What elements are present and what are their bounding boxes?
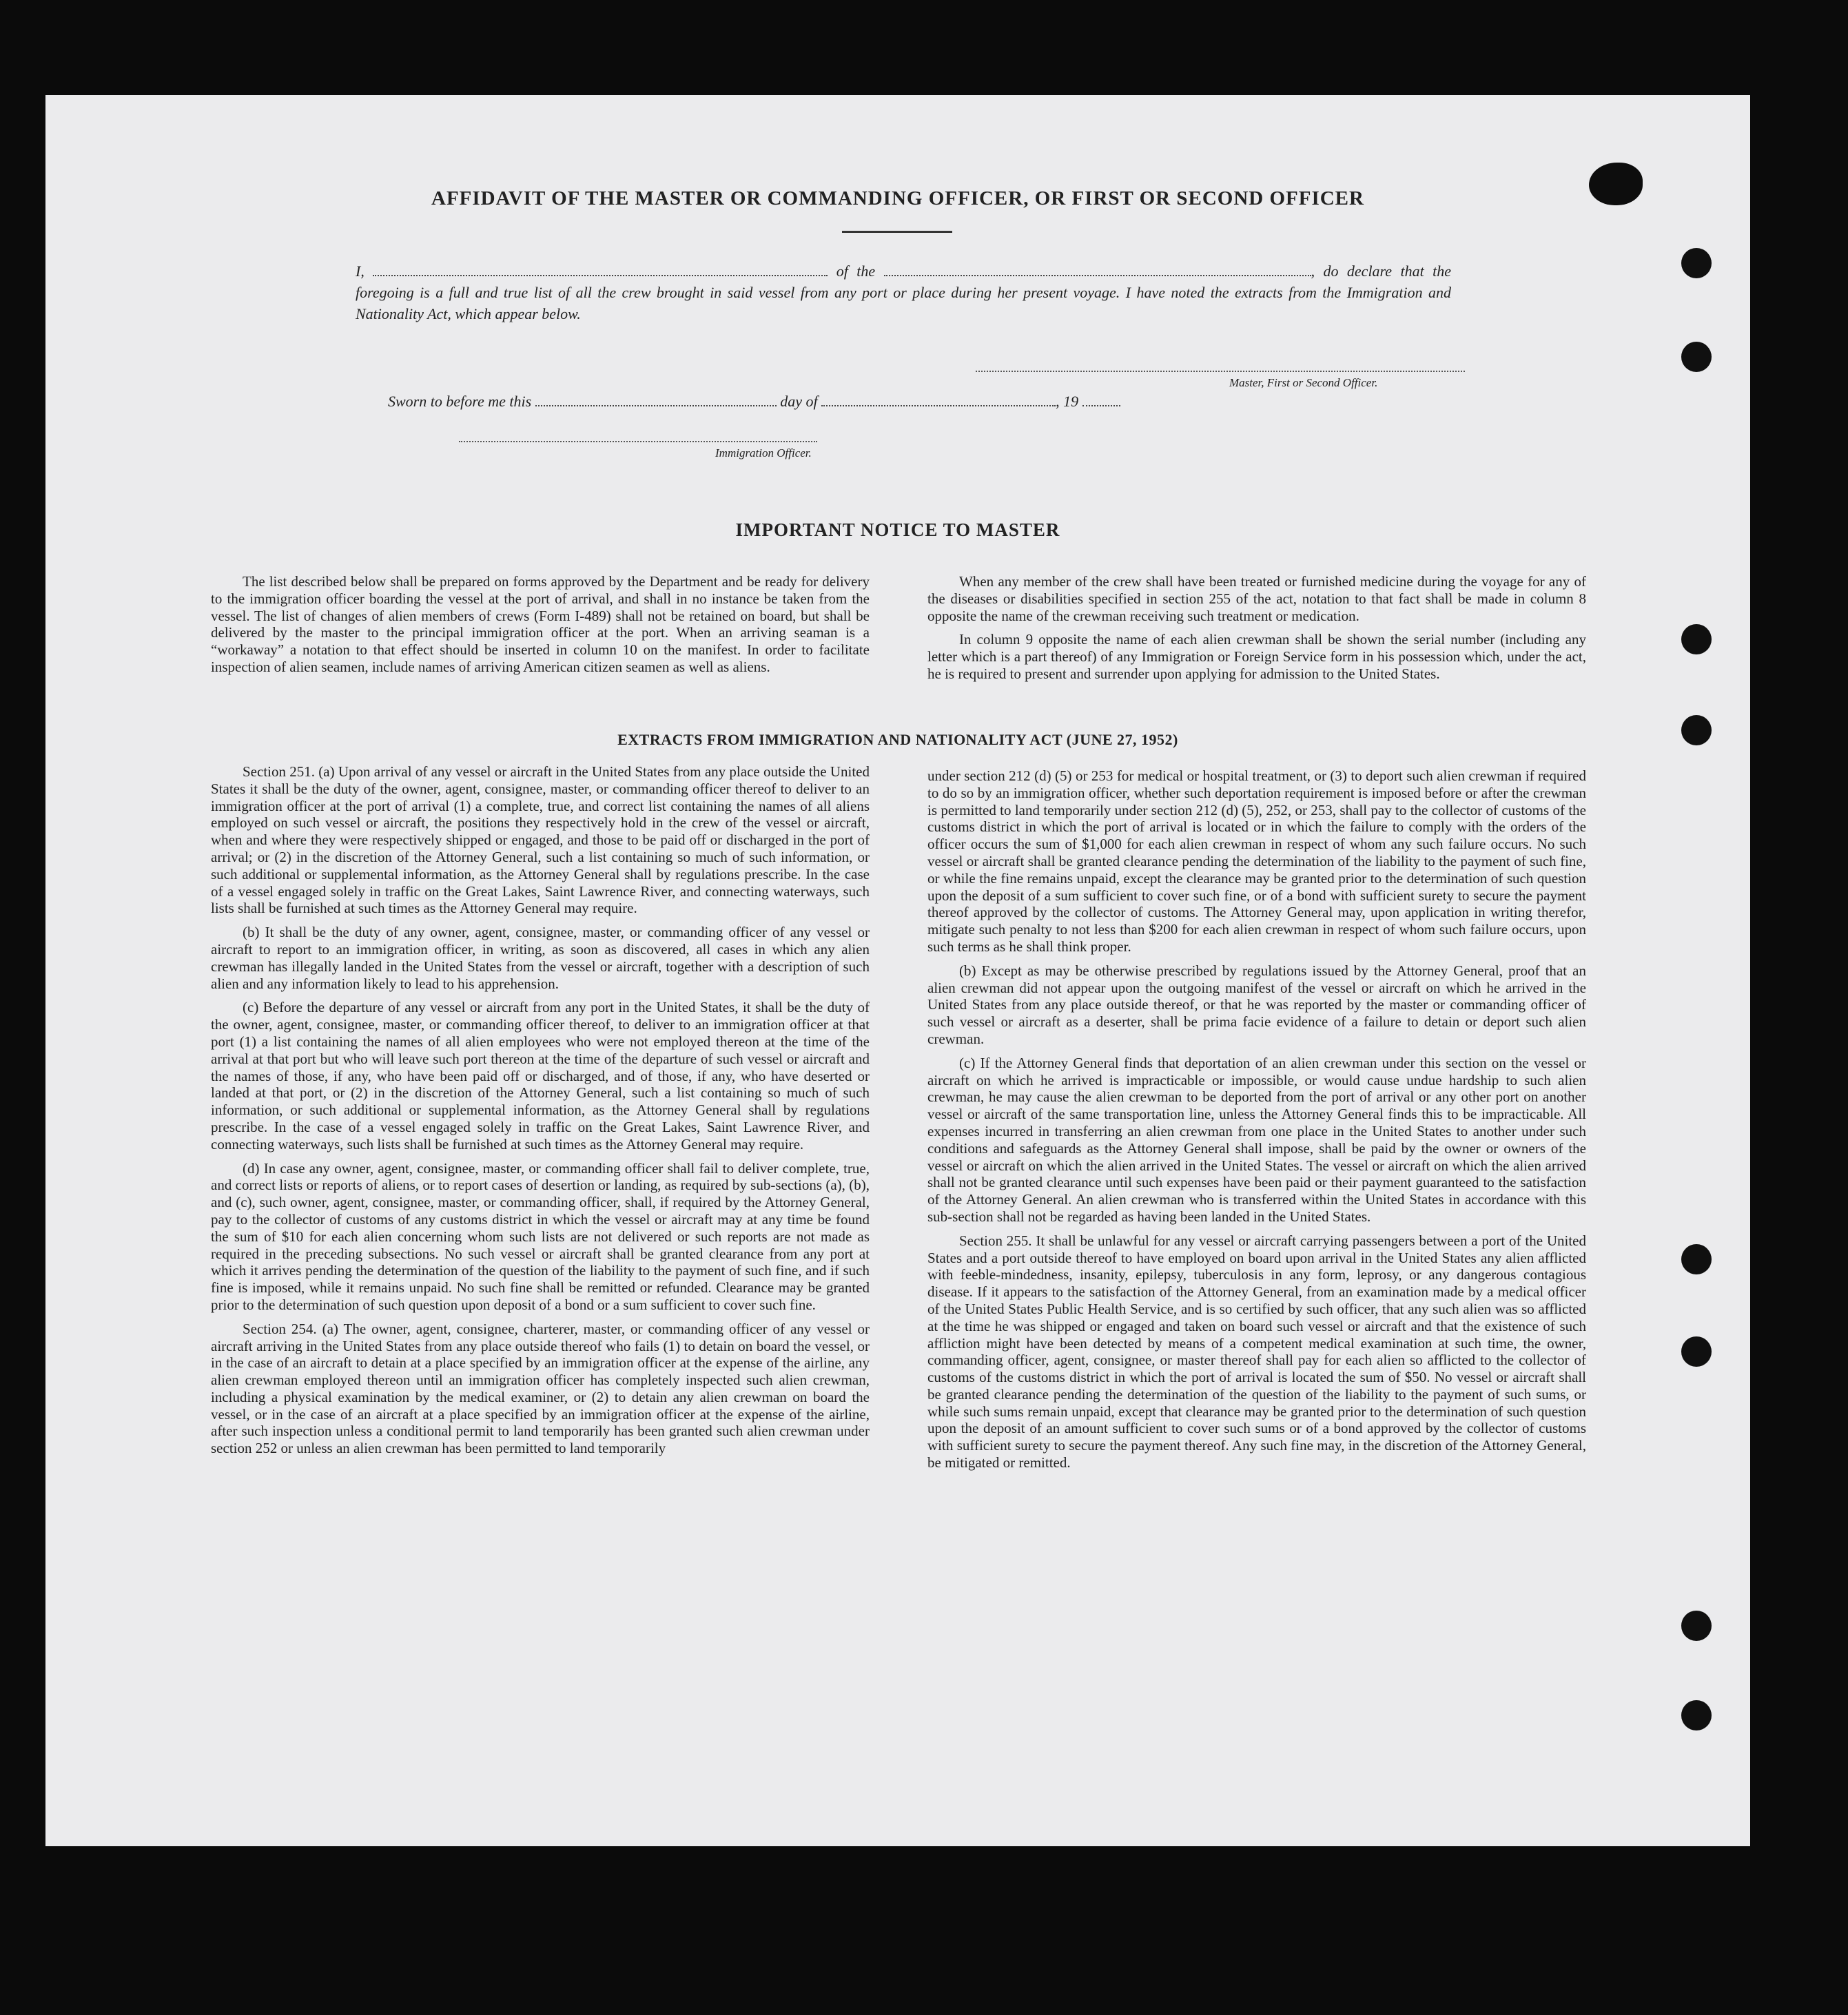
affidavit-title: AFFIDAVIT OF THE MASTER OR COMMANDING OFFICER, OR FIRST OR SECOND OFFICER bbox=[431, 187, 1364, 209]
declaration-of-the: of the bbox=[836, 262, 876, 280]
section-paragraph: (d) In case any owner, agent, consignee, master, or commanding officer shall fail to deliver complete, true, and correct lists or reports of aliens, or to report cases of desertion or landing, as required by sub-sections (a), (b), and (c), such owner, agent, consignee, master, or commanding officer, shall, if required by the Attorney General, pay to the collector of customs of any customs district in which the vessel or aircraft may at any time be found the sum of $10 for each alien concerning whom such lists are not delivered or such reports are not made as required in the preceding subsections. No such vessel or aircraft shall be granted clearance from any port at which it arrives pending the determination of the question of the liability to the payment of such fine, and if such fine is imposed, while it remains unpaid. No such fine shall be remitted or refunded. Clearance may be granted prior to the determination of such question upon deposit of a bond or a sum sufficient to cover such fine. bbox=[211, 1159, 870, 1313]
punch-hole bbox=[1681, 1611, 1712, 1641]
vessel-blank[interactable] bbox=[884, 262, 1311, 276]
punch-hole bbox=[1681, 715, 1712, 745]
extracts-left-column bbox=[211, 763, 870, 1457]
section-paragraph: (b) Except as may be otherwise prescribed by regulations issued by the Attorney General, proof that an alien crewman did not appear upon the outgoing manifest of the vessel or aircraft on which he arrived in the United States from any place outside thereof, or that he was reported by the master or commanding officer of such vessel or aircraft as a deserter, shall be prima facie evidence of a failure to detain or deport such alien crewman. bbox=[927, 962, 1586, 1047]
punch-hole bbox=[1681, 248, 1712, 278]
section-paragraph: under section 212 (d) (5) or 253 for medical or hospital treatment, or (3) to deport such alien crewman if required to do so by an immigration officer, whether such deportation requirement is imposed before or after the crewman is permitted to land temporarily under section 212 (d) (5), 252, or 253, shall pay to the collector of customs of the customs district in which the port of arrival is located or in which the failure to comply with the orders of the officer occurs the sum of $1,000 for each alien crewman in respect of whom any such failure occurs. No such vessel or aircraft shall be granted clearance pending the determination of the liability to the payment of such fine, or while the fine remains unpaid, except the clearance may be granted prior to the determination of such question upon the deposit of a sum sufficient to cover such fine, or of a bond with sufficient surety to secure the payment thereof approved by the collector of customs. The Attorney General may, upon application in writing therefor, mitigate such penalty to not less than $200 for each alien crewman in respect of whom such failure occurs, upon such terms as he shall think proper. bbox=[927, 767, 1586, 955]
master-signature-line[interactable] bbox=[976, 371, 1465, 372]
extracts-right-column bbox=[927, 767, 1586, 1471]
notice-left-paragraph: The list described below shall be prepared on forms approved by the Department and be ready for delivery to the immigration officer boarding the vessel at the port of arrival, and shall in no instance be taken from the vessel. The list of changes of alien members of crews (Form I-489) shall not be retained on board, but shall be delivered by the master to the principal immigration officer at the port. When an arriving seaman is a “workaway” a notation to that effect should be inserted in column 10 on the manifest. In order to facilitate inspection of alien seamen, include names of arriving American citizen seamen as well as aliens. bbox=[211, 573, 870, 675]
declaration-body: that the foregoing is a full and true list of all the crew brought in said vessel from any port or place during her present voyage. I have noted the extracts from the Immigration and Nationality Act, which appear below. bbox=[356, 262, 1452, 322]
section-paragraph: Section 255. It shall be unlawful for any vessel or aircraft carrying passengers between a port of the United States and a port outside thereof to have employed on board upon arrival in the United States any alien afflicted with feeble-mindedness, insanity, epilepsy, tuberculosis in any form, leprosy, or any dangerous contagious disease. If it appears to the satisfaction of the Attorney General, from an examination made by a medical officer of the United States Public Health Service, and is so certified by such officer, that any such alien was so afflicted at the time he was shipped or engaged and taken on board such vessel or aircraft and that the existence of such affliction might have been detected by means of a competent medical examination at such time, the owner, commanding officer, agent, consignee, or master thereof shall pay for each alien so afflicted to the collector of customs of the customs district in which the port of arrival is located the sum of $50. No vessel or aircraft shall be granted clearance pending the determination of the question of the liability to the payment of such sums, or while such sums remain unpaid, except that clearance may be granted prior to the determination of such question upon the deposit of an amount sufficient to cover such sums or of a bond approved by the collector of customs with sufficient surety to secure the payment thereof. Any such fine may, in the discretion of the Attorney General, be mitigated or remitted. bbox=[927, 1232, 1586, 1471]
section-paragraph: (c) If the Attorney General finds that deportation of an alien crewman under this section on the vessel or aircraft on which he arrived is impracticable or impossible, or would cause undue hardship to such alien crewman, he may cause the alien crewman to be deported from the port of arrival or any other port on another vessel or aircraft of the same transportation line, unless the Attorney General finds this to be impracticable. All expenses incurred in transferring an alien crewman from one place in the United States to another under such conditions and safeguards as the Attorney General shall impose, shall be paid by the owner or owners of the vessel or aircraft on which the alien arrived in the United States. The vessel or aircraft on which the alien arrived shall not be granted clearance until such expenses have been paid or their payment guaranteed to the satisfaction of the Attorney General. An alien crewman who is transferred within the United States in accordance with this sub-section shall not be regarded as having been landed in the United States. bbox=[927, 1054, 1586, 1225]
section-paragraph: (c) Before the departure of any vessel or aircraft from any port in the United States, it shall be the duty of the owner, agent, consignee, master, or commanding officer thereof, to deliver to an immigration officer at that port (1) a list containing the names of all alien employees who were not employed thereon at the time of the arrival at that port but who will leave such port thereon at the time of the departure of such vessel or aircraft and the names of those, if any, who have been paid off or discharged, and of those, if any, who have deserted or landed at that port, or (2) in the discretion of the Attorney General, such a list containing so much of such information, or such additional or supplemental information, as the Attorney General shall by regulations prescribe. In the case of a vessel engaged solely in traffic on the Great Lakes, Saint Lawrence River, and connecting waterways, such lists shall be furnished at such times as the Attorney General may require. bbox=[211, 999, 870, 1153]
ink-blot bbox=[1589, 163, 1643, 205]
punch-hole bbox=[1681, 1244, 1712, 1274]
year-blank[interactable] bbox=[1082, 393, 1120, 406]
day-blank[interactable] bbox=[535, 393, 777, 406]
punch-hole bbox=[1681, 342, 1712, 372]
sworn-day-of: day of bbox=[780, 393, 818, 410]
notice-right-column bbox=[927, 573, 1586, 683]
punch-hole bbox=[1681, 1336, 1712, 1367]
master-caption: Master, First or Second Officer. bbox=[1229, 376, 1378, 389]
section-paragraph: (b) It shall be the duty of any owner, agent, consignee, master, or commanding officer of any vessel or aircraft to report to an immigration officer, in writing, as soon as discovered, all cases in which any alien crewman has illegally landed in the United States from the vessel or aircraft, together with a description of such alien and any information likely to lead to his apprehension. bbox=[211, 924, 870, 992]
notice-title: IMPORTANT NOTICE TO MASTER bbox=[735, 519, 1060, 540]
sworn-year: , 19 bbox=[1056, 393, 1079, 410]
extracts-title: EXTRACTS FROM IMMIGRATION AND NATIONALITY ACT (JUNE 27, 1952) bbox=[617, 731, 1178, 748]
notice-right-paragraph: When any member of the crew shall have been treated or furnished medicine during the voyage for any of the diseases or disabilities specified in section 255 of the act, notation to that fact shall be made in column 8 opposite the name of the crewman receiving such treatment or medication. bbox=[927, 573, 1586, 624]
declaration bbox=[356, 260, 1451, 324]
punch-hole bbox=[1681, 624, 1712, 654]
punch-hole bbox=[1681, 1700, 1712, 1730]
officer-caption: Immigration Officer. bbox=[715, 446, 812, 459]
name-blank[interactable] bbox=[373, 262, 828, 276]
sworn-line bbox=[388, 393, 1120, 411]
sworn-prefix: Sworn to before me this bbox=[388, 393, 532, 410]
title-rule bbox=[842, 231, 952, 233]
notice-right-paragraph: In column 9 opposite the name of each alien crewman shall be shown the serial number (including any letter which is a part thereof) of any Immigration or Foreign Service form in his possession which, under the act, he is required to present and surrender upon applying for admission to the United States. bbox=[927, 631, 1586, 682]
month-blank[interactable] bbox=[821, 393, 1056, 406]
notice-left-column bbox=[211, 573, 870, 676]
officer-signature-line[interactable] bbox=[459, 441, 817, 442]
declaration-i: I, bbox=[356, 262, 365, 280]
document-page bbox=[45, 95, 1750, 1846]
section-paragraph: Section 254. (a) The owner, agent, consignee, charterer, master, or commanding officer of any vessel or aircraft arriving in the United States from any place outside thereof who fails (1) to detain on board the vessel, or in the case of an aircraft to detain at a place specified by an immigration officer at the expense of the airline, any alien crewman employed thereon until an immigration officer has completely inspected such alien crewman, including a physical examination by the medical examiner, or (2) to detain any alien crewman on board the vessel, or in the case of an aircraft at a place specified by an immigration officer at the expense of the airline, after such inspection unless a conditional permit to land temporarily has been granted such alien crewman under section 252 or unless an alien crewman has been permitted to land temporarily bbox=[211, 1320, 870, 1457]
declaration-do-declare: , do declare bbox=[1311, 262, 1393, 280]
section-paragraph: Section 251. (a) Upon arrival of any vessel or aircraft in the United States from any place outside the United States it shall be the duty of the owner, agent, consignee, master, or commanding officer thereof to deliver to an immigration officer at the port of arrival (1) a complete, true, and correct list containing the names of all aliens employed on such vessel or aircraft, the positions they respectively hold in the crew of the vessel or aircraft, when and where they were respectively shipped or engaged, and those to be paid off or discharged in the port of arrival; or (2) in the discretion of the Attorney General, such a list containing so much of such information, or such additional or supplemental information, as the Attorney General shall by regulations prescribe. In the case of a vessel engaged solely in traffic on the Great Lakes, Saint Lawrence River, and connecting waterways, such lists shall be furnished at such times as the Attorney General may require. bbox=[211, 763, 870, 917]
